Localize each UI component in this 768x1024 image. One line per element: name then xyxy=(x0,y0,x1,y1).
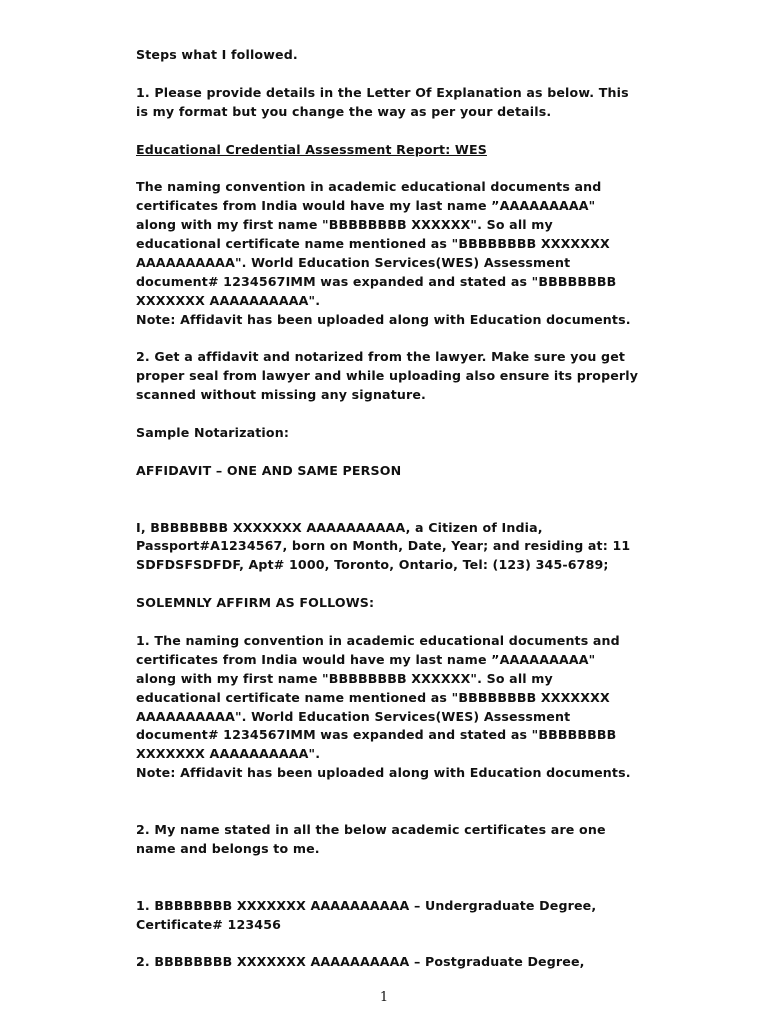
text-line: educational certificate name mentioned as "BBBBBBBB XXXXXXX xyxy=(136,236,610,252)
text-line: XXXXXXX AAAAAAAAAA". xyxy=(136,746,321,762)
wes-heading: Educational Credential Assessment Report: WES xyxy=(136,141,487,157)
certificate-2: 2. BBBBBBBB XXXXXXX AAAAAAAAAA – Postgraduate Degree, xyxy=(136,954,585,970)
text-line: Certificate# 123456 xyxy=(136,916,282,932)
sample-notarization-heading: Sample Notarization: xyxy=(136,425,290,441)
affirm-1-paragraph xyxy=(136,632,676,783)
text-line: AAAAAAAAAA". World Education Services(WES) Assessment xyxy=(136,708,571,724)
text-line: along with my first name "BBBBBBBB XXXXXX". So all my xyxy=(136,670,553,686)
document-body xyxy=(136,46,676,972)
step-1-paragraph xyxy=(136,84,676,122)
text-line: certificates from India would have my last name ”AAAAAAAAA" xyxy=(136,651,596,667)
text-line: Passport#A1234567, born on Month, Date, Year; and residing at: 11 xyxy=(136,538,631,554)
text-line: Note: Affidavit has been uploaded along with Education documents. xyxy=(136,311,631,327)
text-line: document# 1234567IMM was expanded and stated as "BBBBBBBB xyxy=(136,727,617,743)
text-line: 1. The naming convention in academic educational documents and xyxy=(136,632,620,648)
text-line: along with my first name "BBBBBBBB XXXXXX". So all my xyxy=(136,217,553,233)
text-line: SDFDSFSDFDF, Apt# 1000, Toronto, Ontario, Tel: (123) 345-6789; xyxy=(136,557,609,573)
affirm-heading: SOLEMNLY AFFIRM AS FOLLOWS: xyxy=(136,595,375,611)
certificate-1 xyxy=(136,897,676,935)
declarant-paragraph xyxy=(136,519,676,576)
text-line: educational certificate name mentioned as "BBBBBBBB XXXXXXX xyxy=(136,689,610,705)
wes-paragraph xyxy=(136,178,676,329)
text-line: proper seal from lawyer and while uploading also ensure its properly xyxy=(136,368,639,384)
text-line: I, BBBBBBBB XXXXXXX AAAAAAAAAA, a Citizen of India, xyxy=(136,519,543,535)
affidavit-title: AFFIDAVIT – ONE AND SAME PERSON xyxy=(136,462,402,478)
text-line: 2. My name stated in all the below academic certificates are one xyxy=(136,822,606,837)
text-line: document# 1234567IMM was expanded and stated as "BBBBBBBB xyxy=(136,273,617,289)
text-line: scanned without missing any signature. xyxy=(136,387,426,403)
text-line: 1. BBBBBBBB XXXXXXX AAAAAAAAAA – Undergraduate Degree, xyxy=(136,897,597,913)
text-line: name and belongs to me. xyxy=(136,840,320,856)
text-line: certificates from India would have my last name ”AAAAAAAAA" xyxy=(136,198,596,214)
text-line: 2. Get a affidavit and notarized from the lawyer. Make sure you get xyxy=(136,349,626,365)
text-line: Note: Affidavit has been uploaded along with Education documents. xyxy=(136,765,631,781)
text-line: The naming convention in academic educational documents and xyxy=(136,179,602,195)
text-line: AAAAAAAAAA". World Education Services(WES) Assessment xyxy=(136,254,571,270)
text-line: XXXXXXX AAAAAAAAAA". xyxy=(136,292,321,308)
text-line: 1. Please provide details in the Letter Of Explanation as below. This xyxy=(136,84,629,100)
text-line: is my format but you change the way as per your details. xyxy=(136,103,552,119)
step-2-paragraph xyxy=(136,348,676,405)
affirm-2-paragraph xyxy=(136,821,676,859)
steps-heading: Steps what I followed. xyxy=(136,47,298,62)
page-number: 1 xyxy=(379,990,389,1005)
